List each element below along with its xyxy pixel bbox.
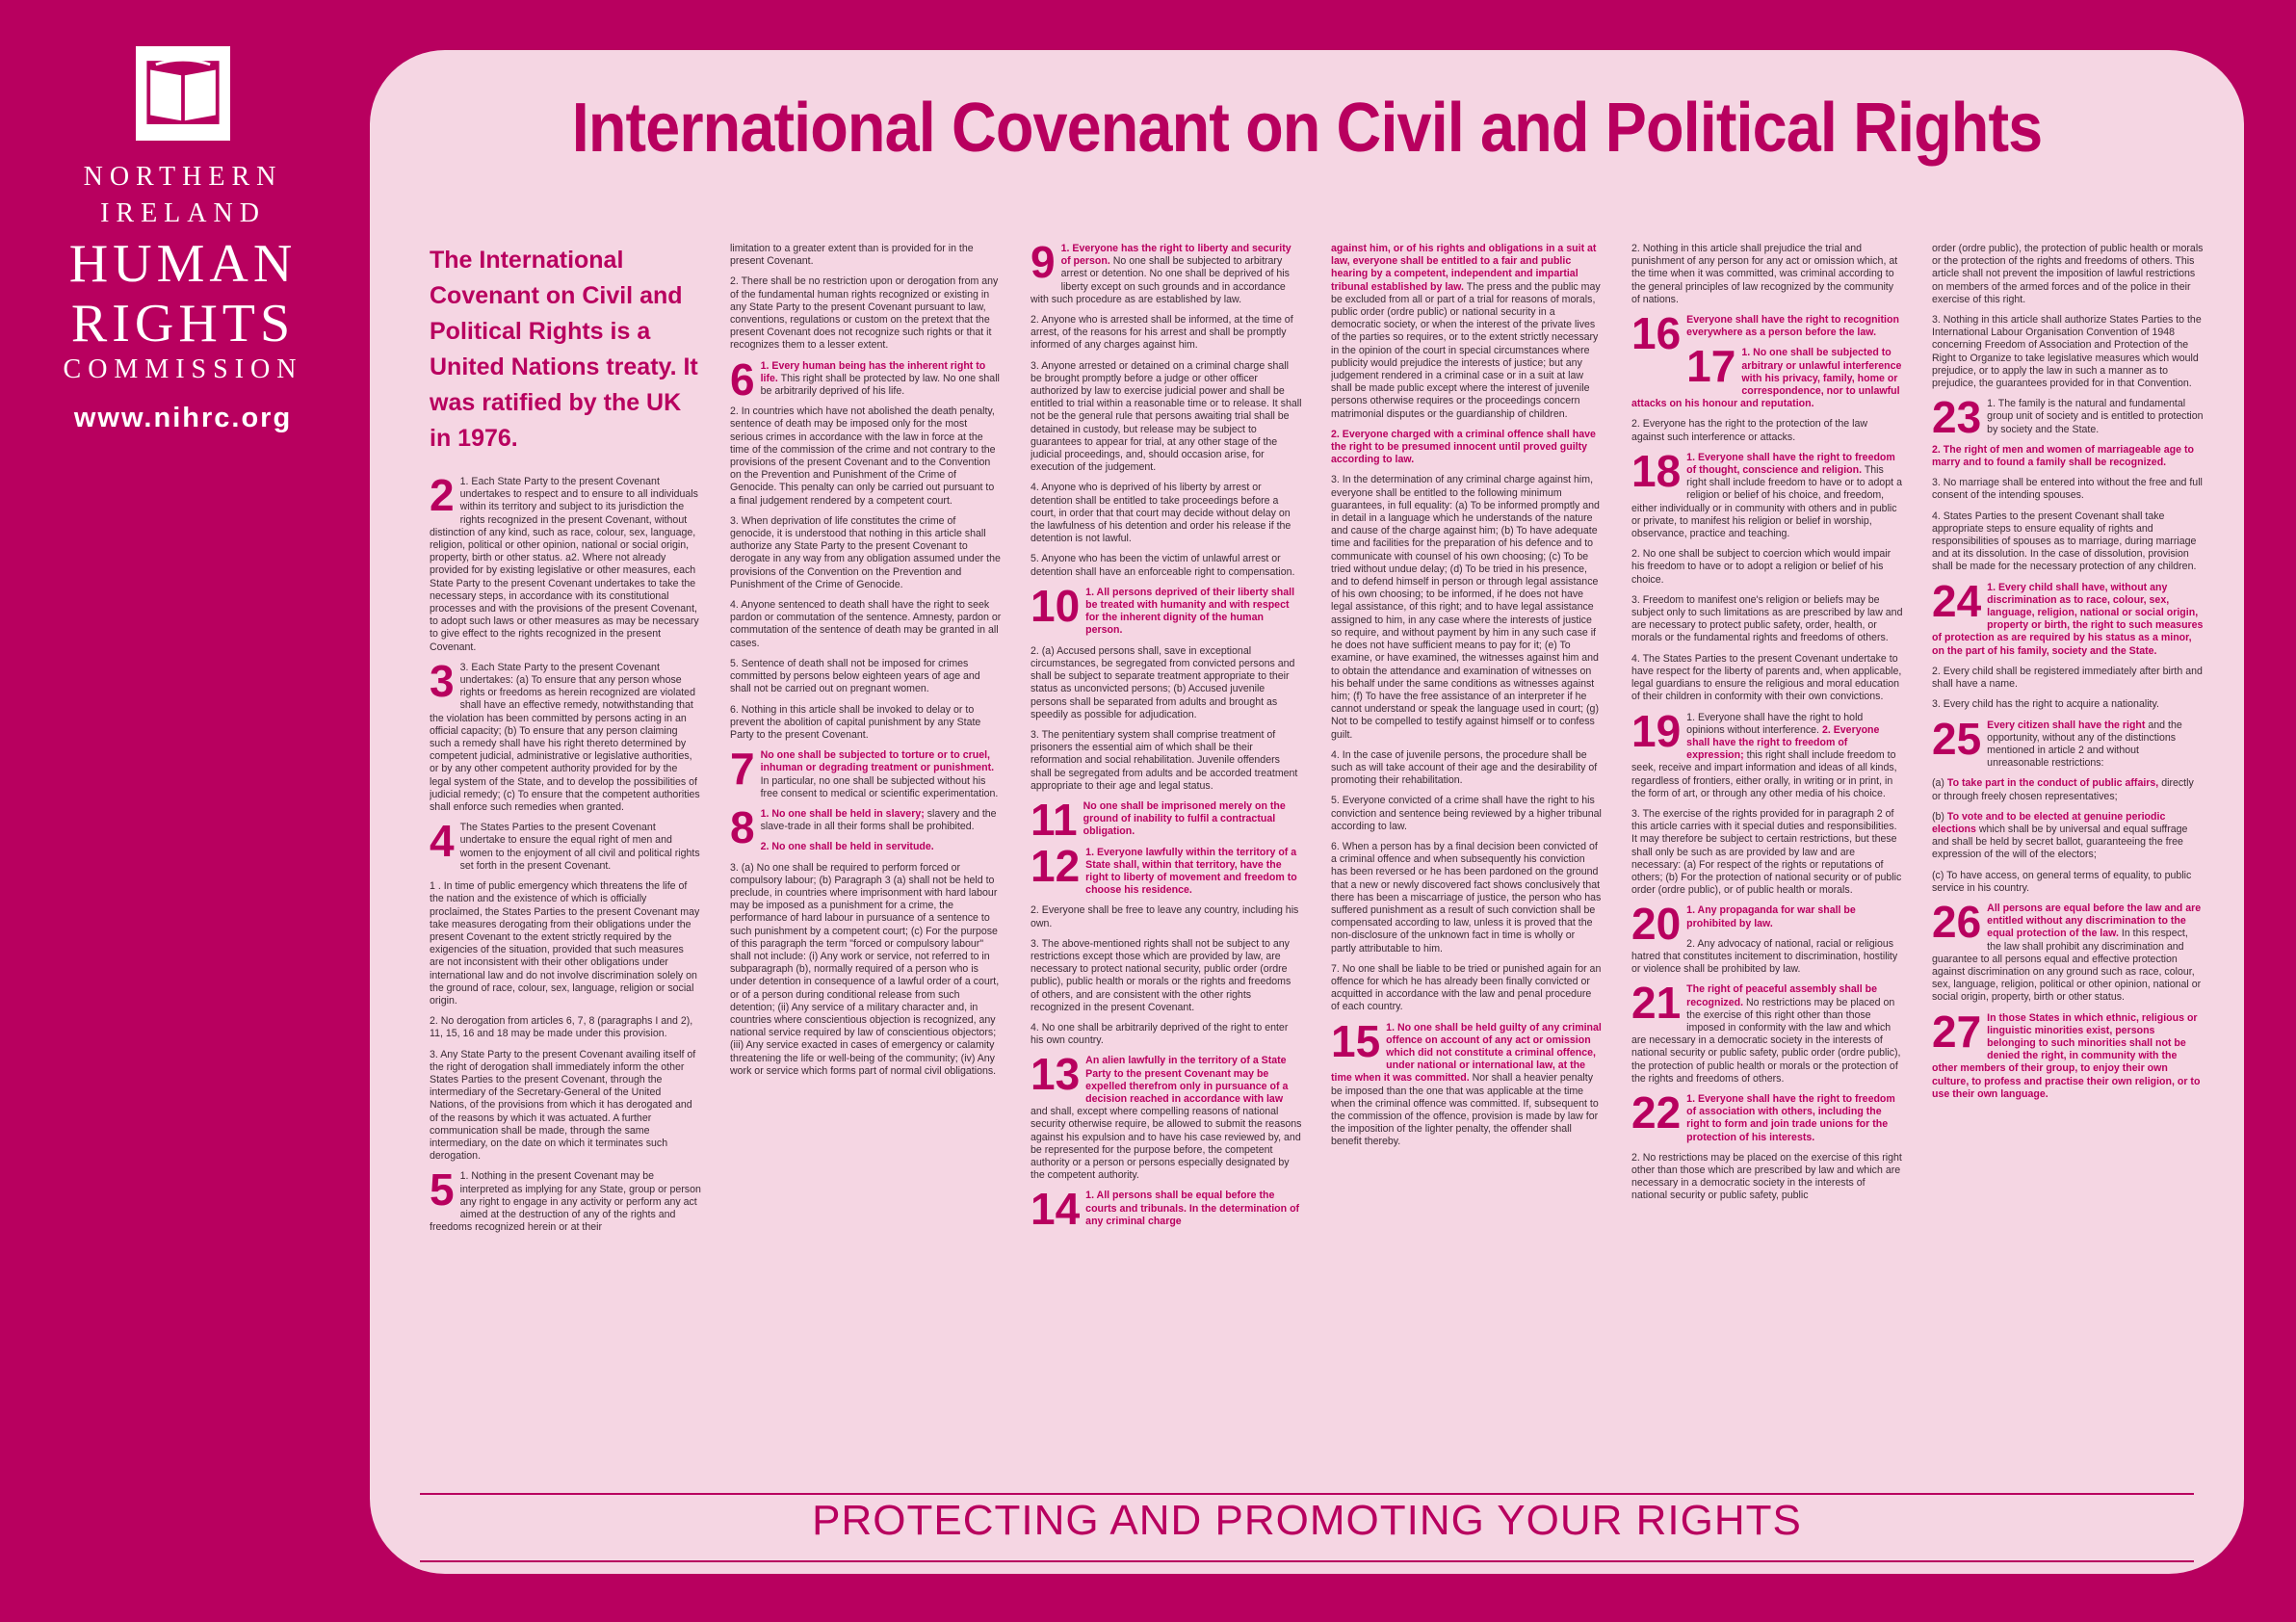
column-3	[1031, 243, 1302, 1495]
article-8-para-2: 2. No one shall be held in servitude.	[760, 841, 934, 853]
article-4-para-3: 3. Any State Party to the present Covenant availing itself of the right of derogation shall immediately inform the other States Parties to the present Covenant, through the intermediary of the Secretary-General of the United Nations, of the provisions from which it has derogated and of the reasons by which it was actuated. A further communication shall be made, through the same intermediary, on the date on which it terminates such derogation.	[430, 1048, 696, 1163]
article-18-para-2: 2. No one shall be subject to coercion which would impair his freedom to have or to adopt a religion or belief of his choice.	[1631, 548, 1892, 586]
article-5: 5 1. Nothing in the present Covenant may be interpreted as implying for any State, group or person any right to engage in any activity or perform any act aimed at the destruction of any of the rights and freedoms recognized herein or at their	[430, 1164, 701, 1234]
column-4	[1331, 243, 1603, 1495]
article-20: 20 1. Any propaganda for war shall be prohibited by law.	[1631, 899, 1856, 950]
article-25-b: (b) To vote and to be elected at genuine periodic elections which shall be by universal and equal suffrage and shall be held by secret ballot, guaranteeing the free expression of the will of the electors;	[1932, 810, 2188, 861]
article-14-para-2: 2. Everyone charged with a criminal offence shall have the right to be presumed innocent until proved guilty according to law.	[1331, 428, 1596, 466]
article-11: 11 No one shall be imprisoned merely on the ground of inability to fulfil a contractual obligation.	[1031, 794, 1286, 845]
article-9-para-4: 4. Anyone who is deprived of his liberty by arrest or detention shall be entitled to take proceedings before a court, in order that that court may decide without delay on the lawfulness of his detention and order his release if the detention is not lawful.	[1031, 482, 1292, 545]
book-logo-icon	[136, 46, 230, 141]
article-3: 3 3. Each State Party to the present Covenant undertakes: (a) To ensure that any person whose rights or freedoms as herein recognized are violated shall have an effective remedy, notwithstanding that the violation has been committed by persons acting in an official capacity; (b) To ensure that any person claiming such a remedy shall have his right thereto determined by competent judicial, administrative or legislative authorities, or by any other competent authority provided for by the legal system of the State, and to develop the possibilities of judicial remedy; (c) To ensure that the competent authorities shall enforce such remedies when granted.	[430, 655, 700, 814]
footer-divider-bottom	[420, 1560, 2194, 1562]
article-25-c: (c) To have access, on general terms of equality, to public service in his country.	[1932, 869, 2192, 894]
footer-divider-top	[420, 1493, 2194, 1495]
article-14-para-4: 4. In the case of juvenile persons, the procedure shall be such as will take account of their age and the desirability of promoting their rehabilitation.	[1331, 748, 1598, 787]
article-18-para-4: 4. The States Parties to the present Covenant undertake to have respect for the liberty of parents and, when applicable, legal guardians to ensure the religious and moral education of their children in conformity with their own convictions.	[1631, 652, 1902, 703]
article-23-para-4: 4. States Parties to the present Covenant shall take appropriate steps to ensure equality of rights and responsibilities of spouses as to marriage, during marriage and at its dissolution. In the case of dissolution, provision shall be made for the necessary protection of any children.	[1932, 510, 2197, 573]
org-line-3: HUMAN	[68, 234, 298, 294]
article-25-a: (a) To take part in the conduct of public affairs, directly or through freely chosen representatives;	[1932, 777, 2194, 802]
article-24-para-2: 2. Every child shall be registered immediately after birth and shall have a name.	[1932, 665, 2203, 691]
article-23: 23 1. The family is the natural and fundamental group unit of society and is entitled to protection by society and the State.	[1932, 392, 2204, 443]
article-12-para-2: 2. Everyone shall be free to leave any country, including his own.	[1031, 904, 1299, 929]
article-9: 9 1. Everyone has the right to liberty and security of person. No one shall be subjected to arbitrary arrest or detention. No one shall be deprived of his liberty except on such grounds and in accordance with such procedure as are established by law.	[1031, 243, 1292, 305]
article-5-cont: limitation to a greater extent than is provided for in the present Covenant.	[730, 243, 974, 268]
website-link[interactable]: www.nihrc.org	[73, 403, 293, 433]
article-10: 10 1. All persons deprived of their liberty shall be treated with humanity and with respect for the inherent dignity of the human person.	[1031, 580, 1295, 637]
article-9-para-3: 3. Anyone arrested or detained on a criminal charge shall be brought promptly before a judge or other officer authorized by law to exercise judicial power and shall be entitled to trial within a reasonable time or to release. It shall not be the general rule that persons awaiting trial shall be detained in custody, but release may be subject to guarantees to appear for trial, at any other stage of the judicial proceedings, and, should occasion arise, for execution of the judgement.	[1031, 359, 1302, 474]
article-18: 18 1. Everyone shall have the right to freedom of thought, conscience and religion. This right shall include freedom to have or to adopt a religion or belief of his choice, and freedom, either individually or in community with others and in public or private, to manifest his religion or belief in worship, observance, practice and teaching.	[1631, 445, 1902, 540]
article-13: 13 An alien lawfully in the territory of a State Party to the present Covenant may be expelled therefrom only in pursuance of a decision reached in accordance with law and shall, except where compelling reasons of national security otherwise require, be allowed to submit the reasons against his expulsion and to have his case reviewed by, and be represented for the purpose before, the competent authority or a person or persons especially designated by the competent authority.	[1031, 1049, 1302, 1182]
article-14-para-7: 7. No one shall be liable to be tried or punished again for an offence for which he has already been finally convicted or acquitted in accordance with the law and penal procedure of each country.	[1331, 962, 1602, 1013]
article-12-para-3: 3. The above-mentioned rights shall not be subject to any restrictions except those which are provided by law, are necessary to protect national security, public order (ordre public), public health or morals or the rights and freedoms of others, and are consistent with the other rights recognized in the present Covenant.	[1031, 937, 1292, 1013]
article-17: 17 1. No one shall be subjected to arbitrary or unlawful interference with his privacy, family, home or correspondence, nor to unlawful attacks on his honour and reputation.	[1631, 341, 1902, 410]
page-title: International Covenant on Civil and Political Rights	[571, 90, 2043, 167]
article-6-para-2: 2. In countries which have not abolished the death penalty, sentence of death may be imposed only for the most serious crimes in accordance with the law in force at the time of the commission of the crime and not contrary to the provisions of the present Covenant and to the Convention on the Prevention and Punishment of the Crime of Genocide. This penalty can only be carried out pursuant to a final judgement rendered by a competent court.	[730, 406, 996, 507]
article-6-para-4: 4. Anyone sentenced to death shall have the right to seek pardon or commutation of the sentence. Amnesty, pardon or commutation of the sentence of death may be granted in all cases.	[730, 599, 1002, 649]
article-12-para-4: 4. No one shall be arbitrarily deprived of the right to enter his own country.	[1031, 1021, 1289, 1047]
article-8-para-3: 3. (a) No one shall be required to perform forced or compulsory labour; (b) Paragraph 3 (a) shall not be held to preclude, in countries where imprisonment with hard labour may be imposed as a punishment for a crime, the performance of hard labour in pursuance of a sentence to such punishment by a competent court; (c) For the purpose of this paragraph the term "forced or compulsory labour" shall not include: (i) Any work or service, not referred to in subparagraph (b), normally required of a person who is under detention in consequence of a lawful order of a court, or of a person during conditional release from such detention; (ii) Any service of a military character and, in countries where conscientious objection is recognized, any national service required by law of conscientious objectors; (iii) Any service exacted in cases of emergency or calamity threatening the life or well-being of the community; (iv) Any work or service which forms part of normal civil obligations.	[730, 861, 1000, 1077]
article-9-para-5: 5. Anyone who has been the victim of unlawful arrest or detention shall have an enforceable right to compensation.	[1031, 553, 1295, 578]
article-12: 12 1. Everyone lawfully within the territory of a State shall, within that territory, have the right to liberty of movement and freedom to choose his residence.	[1031, 840, 1297, 897]
column-6	[1932, 243, 2204, 1495]
org-line-4: RIGHTS	[70, 294, 296, 353]
article-5-para-2: 2. There shall be no restriction upon or derogation from any of the fundamental human rights recognized or existing in any State Party to the present Covenant pursuant to law, conventions, regulations or custom on the pretext that the present Covenant does not recognize such rights or that it recognizes them to a lesser extent.	[730, 275, 999, 352]
article-22-cont: order (ordre public), the protection of public health or morals or the protection of the rights and freedoms of others. This article shall not prevent the imposition of lawful restrictions on members of the armed forces and of the police in their exercise of this right.	[1932, 243, 2204, 305]
article-21: 21 The right of peaceful assembly shall be recognized. No restrictions may be placed on the exercise of this right other than those imposed in conformity with the law and which are necessary in a democratic society in the interests of national security or public safety, public order (ordre public), the protection of public health or morals or the protection of the rights and freedoms of others.	[1631, 978, 1901, 1085]
article-16: 16 Everyone shall have the right to recognition everywhere as a person before the law.	[1631, 308, 1899, 359]
article-2: 2 1. Each State Party to the present Covenant undertakes to respect and to ensure to all individuals within its territory and subject to its jurisdiction the rights recognized in the present Covenant, without distinction of any kind, such as race, colour, sex, language, religion, political or other opinion, national or social origin, property, birth or other status. a2. Where not already provided for by existing legislative or other measures, each State Party to the present Covenant undertakes to take the necessary steps, in accordance with its constitutional processes and with the provisions of the present Covenant, to adopt such laws or other measures as may be necessary to give effect to the rights recognized in the present Covenant.	[430, 470, 699, 653]
article-19-para-3: 3. The exercise of the rights provided for in paragraph 2 of this article carries with it special duties and responsibilities. It may therefore be subject to certain restrictions, but these shall only be such as are provided by law and are necessary: (a) For respect of the rights or reputations of others; (b) For the protection of national security or of public order (ordre public), or of public health or morals.	[1631, 807, 1902, 897]
article-15-para-2: 2. Nothing in this article shall prejudice the trial and punishment of any person for any act or omission which, at the time when it was committed, was criminal according to the general principles of law recognized by the community of nations.	[1631, 243, 1898, 305]
footer-slogan: PROTECTING AND PROMOTING YOUR RIGHTS	[812, 1497, 1802, 1544]
column-2	[730, 243, 1002, 1495]
article-7: 7 No one shall be subjected to torture or to cruel, inhuman or degrading treatment or punishment. In particular, no one shall be subjected without his free consent to medical or scientific experimentation.	[730, 744, 999, 799]
article-15: 15 1. No one shall be held guilty of any criminal offence on account of any act or omission which did not constitute a criminal offence, under national or international law, at the time when it was committed. Nor shall a heavier penalty be imposed than the one that was applicable at the time when the criminal offence was committed. If, subsequent to the commission of the offence, provision is made by law for the imposition of the lighter penalty, the offender shall benefit thereby.	[1331, 1015, 1602, 1148]
org-line-5: COMMISSION	[63, 354, 303, 384]
article-14-cont: against him, or of his rights and obligations in a suit at law, everyone shall be entitled to a fair and public hearing by a competent, independent and impartial tribunal established by law. The press and the public may be excluded from all or part of a trial for reasons of morals, public order (ordre public) or national security in a democratic society, or when the interest of the private lives of the parties so requires, or to the extent strictly necessary in the opinion of the court in special circumstances where publicity would prejudice the interests of justice; but any judgement rendered in a criminal case or in a suit at law shall be made public except where the interest of juvenile persons otherwise requires or the proceedings concern matrimonial disputes or the guardianship of children.	[1331, 243, 1601, 420]
article-4-para-1: 1 . In time of public emergency which threatens the life of the nation and the existence of which is officially proclaimed, the States Parties to the present Covenant may take measures derogating from their obligations under the present Covenant to the extent strictly required by the exigencies of the situation, provided that such measures are not inconsistent with their other obligations under international law and do not involve discrimination solely on the ground of race, colour, sex, language, religion or social origin.	[430, 880, 700, 1007]
article-14-para-3: 3. In the determination of any criminal charge against him, everyone shall be entitled to the following minimum guarantees, in full equality: (a) To be informed promptly and in detail in a language which he understands of the nature and cause of the charge against him; (b) To have adequate time and facilities for the preparation of his defence and to communicate with counsel of his own choosing; (c) To be tried without undue delay; (d) To be tried in his presence, and to defend himself in person or through legal assistance of his own choosing; to be informed, if he does not have legal assistance, of this right; and to have legal assistance assigned to him, in any case where the interests of justice so require, and without payment by him in any such case if he does not have sufficient means to pay for it; (e) To examine, or have examined, the witnesses against him and to obtain the attendance and examination of witnesses on his behalf under the same conditions as witnesses against him; (f) To have the free assistance of an interpreter if he cannot understand or speak the language used in court; (g) Not to be compelled to testify against himself or to confess guilt.	[1331, 474, 1600, 741]
article-6-para-6: 6. Nothing in this article shall be invoked to delay or to prevent the abolition of capital punishment by any State Party to the present Covenant.	[730, 703, 981, 741]
article-17-para-2: 2. Everyone has the right to the protection of the law against such interference or attacks.	[1631, 418, 1867, 443]
article-8: 8 1. No one shall be held in slavery; slavery and the slave-trade in all their forms shall be prohibited.	[730, 801, 997, 852]
article-22-para-3: 3. Nothing in this article shall authorize States Parties to the International Labour Organisation Convention of 1948 concerning Freedom of Association and Protection of the Right to Organize to take legislative measures which would prejudice, or to apply the law in such a manner as to prejudice, the guarantees provided for in that Convention.	[1932, 314, 2202, 390]
article-10-para-3: 3. The penitentiary system shall comprise treatment of prisoners the essential aim of which shall be their reformation and social rehabilitation. Juvenile offenders shall be segregated from adults and be accorded treatment appropriate to their age and legal status.	[1031, 728, 1298, 792]
org-name	[39, 164, 327, 393]
article-6-para-5: 5. Sentence of death shall not be imposed for crimes committed by persons below eighteen years of age and shall not be carried out on pregnant women.	[730, 657, 980, 695]
org-line-1: NORTHERN	[83, 162, 283, 192]
article-19: 19 1. Everyone shall have the right to hold opinions without interference. 2. Everyone shall have the right to freedom of expression; this right shall include freedom to seek, receive and impart information and ideas of all kinds, regardless of frontiers, either orally, in writing or in print, in the form of art, or through any other media of his choice.	[1631, 705, 1897, 799]
column-1	[430, 243, 701, 1495]
article-24: 24 1. Every child shall have, without any discrimination as to race, colour, sex, language, religion, national or social origin, property or birth, the right to such measures of protection as are required by his status as a minor, on the part of his family, society and the State.	[1932, 575, 2204, 657]
article-25: 25 Every citizen shall have the right and the opportunity, without any of the distinctions mentioned in article 2 and without unreasonable restrictions:	[1932, 713, 2182, 770]
article-6-para-3: 3. When deprivation of life constitutes the crime of genocide, it is understood that nothing in this article shall authorize any State Party to the present Covenant to derogate in any way from any obligation assumed under the provisions of the Convention on the Prevention and Punishment of the Crime of Genocide.	[730, 514, 1001, 590]
article-23-para-2: 2. The right of men and women of marriageable age to marry and to found a family shall be recognized.	[1932, 443, 2194, 469]
article-14-para-6: 6. When a person has by a final decision been convicted of a criminal offence and when subsequently his conviction has been reversed or he has been pardoned on the ground that a new or newly discovered fact shows conclusively that there has been a miscarriage of justice, the person who has suffered punishment as a result of such conviction shall be compensated according to law, unless it is proved that the non-disclosure of the unknown fact in time is wholly or partly attributable to him.	[1331, 840, 1602, 955]
article-6: 6 1. Every human being has the inherent right to life. This right shall be protected by law. No one shall be arbitrarily deprived of his life.	[730, 353, 1000, 405]
article-20-para-2: 2. Any advocacy of national, racial or religious hatred that constitutes incitement to discrimination, hostility or violence shall be prohibited by law.	[1631, 937, 1898, 976]
article-14-para-5: 5. Everyone convicted of a crime shall have the right to his conviction and sentence being reviewed by a higher tribunal according to law.	[1331, 795, 1602, 832]
article-24-para-3: 3. Every child has the right to acquire a nationality.	[1932, 698, 2159, 711]
article-4: 4 The States Parties to the present Covenant undertake to ensure the equal right of men and women to the enjoyment of all civil and political rights set forth in the present Covenant.	[430, 816, 700, 872]
article-26: 26 All persons are equal before the law and are entitled without any discrimination to the equal protection of the law. In this respect, the law shall prohibit any discrimination and guarantee to all persons equal and effective protection against discrimination on any ground such as race, colour, sex, language, religion, political or other opinion, national or social origin, property, birth or other status.	[1932, 896, 2202, 1004]
org-line-2: IRELAND	[100, 198, 266, 228]
column-5	[1631, 243, 1903, 1495]
article-9-para-2: 2. Anyone who is arrested shall be informed, at the time of arrest, of the reasons for his arrest and shall be promptly informed of any charges against him.	[1031, 314, 1293, 352]
article-4-para-2: 2. No derogation from articles 6, 7, 8 (paragraphs I and 2), 11, 15, 16 and 18 may be made under this provision.	[430, 1015, 693, 1040]
article-22: 22 1. Everyone shall have the right to freedom of association with others, including the right to form and join trade unions for the protection of his interests.	[1631, 1086, 1895, 1143]
article-23-para-3: 3. No marriage shall be entered into without the free and full consent of the intending spouses.	[1932, 477, 2203, 502]
sidebar	[0, 0, 366, 1622]
article-columns	[430, 243, 2204, 1495]
article-18-para-3: 3. Freedom to manifest one's religion or beliefs may be subject only to such limitations as are prescribed by law and are necessary to protect public safety, order, health, or morals or the fundamental rights and freedoms of others.	[1631, 593, 1903, 644]
article-14: 14 1. All persons shall be equal before the courts and tribunals. In the determination of any criminal charge	[1031, 1184, 1300, 1235]
article-10-para-2: 2. (a) Accused persons shall, save in exceptional circumstances, be segregated from convicted persons and shall be subject to separate treatment appropriate to their status as unconvicted persons; (b) Accused juvenile persons shall be separated from adults and brought as speedily as possible for adjudication.	[1031, 644, 1295, 720]
intro-text: The International Covenant on Civil and Political Rights is a United Nations treaty. It was ratified by the UK in 1976.	[430, 247, 698, 452]
article-22-para-2: 2. No restrictions may be placed on the exercise of this right other than those which are prescribed by law and which are necessary in a democratic society in the interests of national security or public safety, public	[1631, 1151, 1902, 1202]
content-panel	[370, 50, 2244, 1574]
article-27: 27 In those States in which ethnic, religious or linguistic minorities exist, persons belonging to such minorities shall not be denied the right, in community with the other members of their group, to enjoy their own culture, to profess and practise their own religion, or to use their own language.	[1932, 1006, 2201, 1100]
